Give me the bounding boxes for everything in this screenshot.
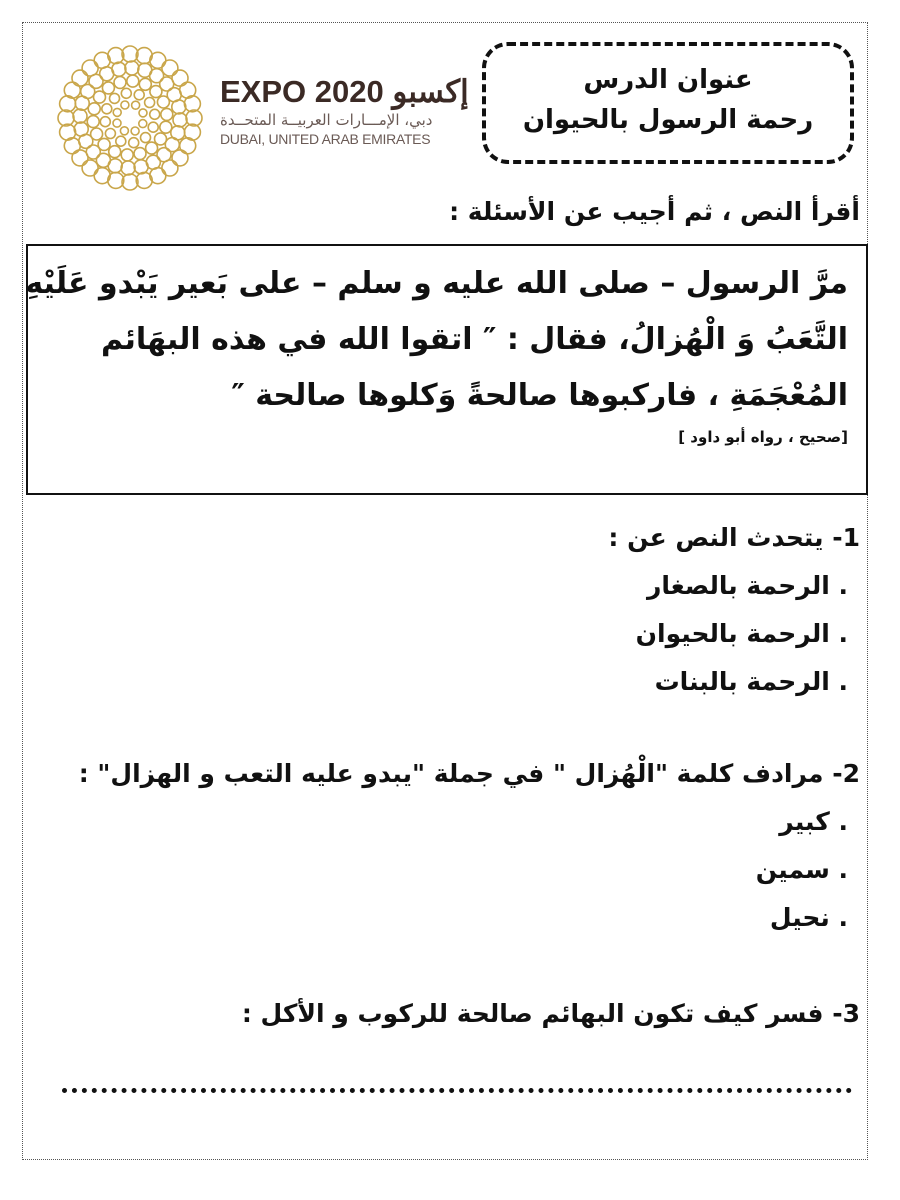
logo-ring-circle: [74, 122, 88, 136]
logo-ring-circle: [148, 122, 158, 132]
logo-ring-circle: [134, 90, 144, 100]
lesson-title: رحمة الرسول بالحيوان: [522, 105, 814, 135]
logo-ring-circle: [88, 103, 100, 115]
logo-ring-circle: [102, 104, 112, 114]
expo-logo-arabic-text: دبي، الإمـــارات العربيــة المتحــدة: [220, 111, 433, 129]
logo-ring-circle: [180, 138, 196, 154]
logo-ring-circle: [157, 96, 169, 108]
logo-ring-circle: [73, 109, 87, 123]
lesson-title-box: [482, 42, 854, 164]
logo-ring-circle: [121, 149, 133, 161]
question-1-text: 1- يتحدث النص عن :: [608, 523, 860, 552]
logo-ring-circle: [94, 91, 106, 103]
expo-logo-main-text: EXPO 2020 إكسبو: [220, 74, 469, 109]
logo-ring-circle: [134, 148, 146, 160]
logo-ring-circle: [172, 150, 188, 166]
logo-ring-circle: [172, 100, 186, 114]
logo-ring-circle: [146, 142, 158, 154]
question-2-option[interactable]: . كبير: [779, 807, 848, 836]
logo-ring-circle: [150, 86, 162, 98]
question-3: [242, 990, 860, 1038]
logo-ring-circle: [129, 138, 139, 148]
logo-ring-circle: [160, 121, 172, 133]
logo-ring-circle: [82, 160, 98, 176]
hadith-source: [صحيح ، رواه أبو داود ]: [678, 428, 848, 446]
logo-ring-circle: [121, 101, 129, 109]
logo-ring-circle: [139, 120, 147, 128]
hadith-line: المُعْجَمَةِ ، فاركبوها صالحةً وَكلوها صالحة ″: [231, 378, 848, 413]
logo-ring-circle: [112, 62, 126, 76]
logo-ring-circle: [132, 101, 140, 109]
hadith-line: التَّعَبُ وَ الْهُزالُ، فقال : ″ اتقوا الله في هذه البهَائم: [101, 322, 848, 357]
logo-ring-circle: [64, 82, 80, 98]
logo-ring-circle: [155, 133, 167, 145]
logo-ring-circle: [87, 116, 99, 128]
logo-ring-circle: [105, 129, 115, 139]
logo-ring-circle: [131, 127, 139, 135]
logo-ring-circle: [150, 109, 160, 119]
logo-ring-circle: [134, 160, 148, 174]
logo-ring-circle: [98, 138, 110, 150]
question-1: [608, 514, 860, 706]
question-2-option[interactable]: . نحيل: [769, 903, 848, 932]
question-1-option[interactable]: . الرحمة بالبنات: [654, 667, 848, 696]
logo-ring-circle: [110, 93, 120, 103]
question-2-text: 2- مرادف كلمة "الْهُزال " في جملة "يبدو عليه التعب و الهزال" :: [78, 759, 860, 788]
logo-ring-circle: [161, 108, 173, 120]
logo-ring-circle: [116, 136, 126, 146]
question-2-option[interactable]: . سمين: [755, 855, 848, 884]
logo-ring-circle: [121, 161, 135, 175]
logo-ring-circle: [109, 146, 121, 158]
logo-ring-circle: [145, 98, 155, 108]
logo-ring-circle: [127, 75, 139, 87]
lesson-title-label: عنوان الدرس: [583, 65, 753, 95]
question-3-text: 3- فسر كيف تكون البهائم صالحة للركوب و الأكل :: [241, 999, 860, 1028]
logo-ring-circle: [173, 113, 187, 127]
logo-ring-circle: [114, 76, 126, 88]
expo-logo-text: [220, 74, 470, 148]
hadith-box: [26, 244, 868, 495]
logo-ring-circle: [141, 133, 151, 143]
question-1-option[interactable]: . الرحمة بالصغار: [646, 571, 848, 600]
logo-ring-circle: [150, 52, 166, 68]
answer-line[interactable]: [62, 1058, 852, 1093]
logo-ring-circle: [125, 61, 139, 75]
hadith-line: مرَّ الرسول – صلى الله عليه و سلم – على بَعير يَبْدو عَلَيْهِ: [25, 266, 848, 301]
logo-ring-circle: [113, 119, 121, 127]
logo-ring-circle: [102, 82, 114, 94]
logo-ring-circle: [121, 88, 131, 98]
question-2: [79, 750, 860, 942]
expo-2020-logo-icon: [50, 44, 210, 192]
logo-ring-circle: [139, 78, 151, 90]
logo-ring-circle: [100, 117, 110, 127]
question-1-option[interactable]: . الرحمة بالحيوان: [635, 619, 848, 648]
expo-logo-english-text: DUBAI, UNITED ARAB EMIRATES: [220, 131, 431, 147]
instructions: أقرأ النص ، ثم أجيب عن الأسئلة :: [449, 197, 860, 226]
logo-ring-circle: [113, 108, 121, 116]
logo-ring-circle: [162, 60, 178, 76]
logo-ring-circle: [94, 168, 110, 184]
logo-ring-circle: [139, 109, 147, 117]
logo-ring-circle: [72, 70, 88, 86]
logo-ring-circle: [120, 127, 128, 135]
logo-ring-circle: [91, 128, 103, 140]
